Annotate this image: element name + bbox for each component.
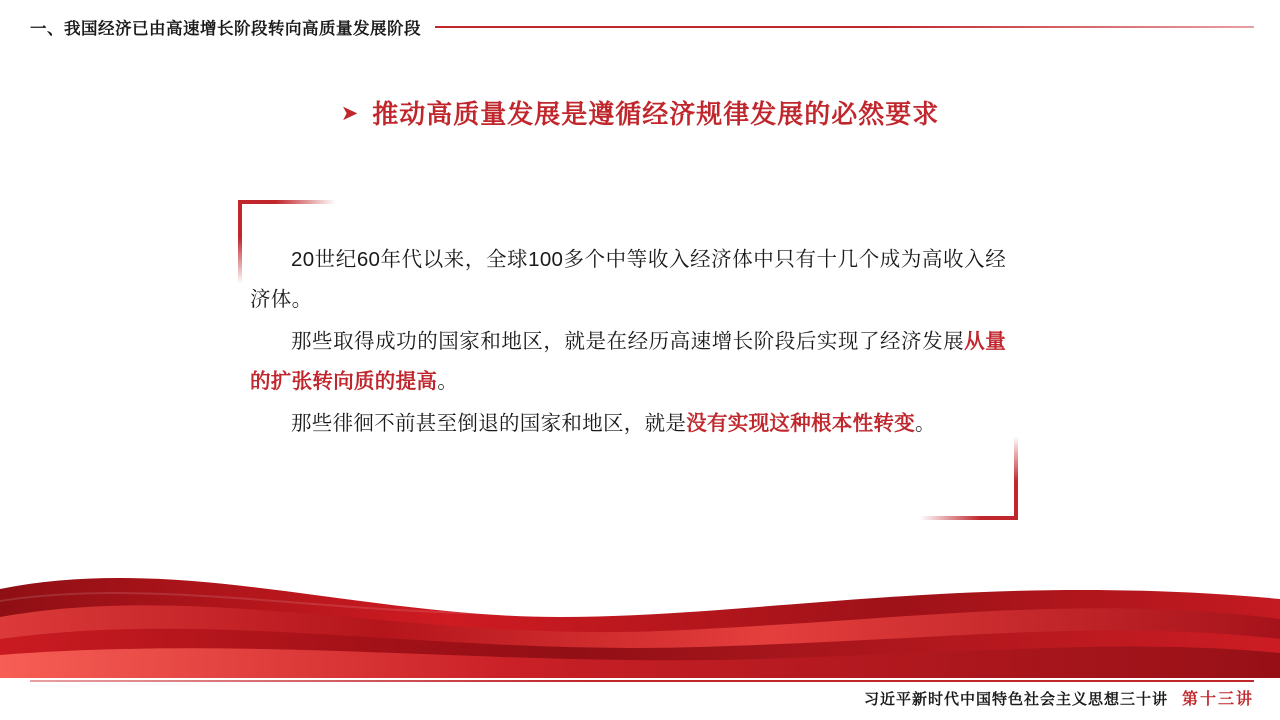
arrow-bullet-icon: ➤: [340, 102, 359, 125]
section-heading: [0, 94, 1280, 131]
emphasized-text: 从量的扩张转向质的提高: [250, 330, 1006, 393]
body-paragraph: [250, 404, 1006, 444]
paragraph-text: 20世纪60年代以来，全球100多个中等收入经济体中只有十几个成为高收入经济体。: [250, 248, 1006, 311]
body-paragraph: [250, 240, 1006, 320]
corner-bracket-top-left-icon: [238, 200, 276, 238]
footer-text: [864, 686, 1254, 709]
slide-footer: [30, 680, 1254, 706]
footer-divider-line: [30, 680, 1254, 682]
ribbon-svg: [0, 543, 1280, 678]
footer-lecture-number: 第十三讲: [1181, 691, 1254, 708]
header-title: 一、我国经济已由高速增长阶段转向高质量发展阶段: [30, 20, 421, 38]
paragraph-text: 那些徘徊不前甚至倒退的国家和地区，就是: [291, 412, 687, 435]
header-divider-line: [435, 26, 1254, 28]
footer-course-title: 习近平新时代中国特色社会主义思想三十讲: [863, 692, 1168, 708]
corner-bracket-bottom-right-icon: [980, 482, 1018, 520]
body-paragraph: [250, 322, 1006, 402]
red-ribbon-graphic: [0, 543, 1280, 678]
paragraph-list: [250, 240, 1006, 446]
content-block: [238, 200, 1018, 520]
paragraph-text: 。: [437, 370, 459, 393]
emphasized-text: 没有实现这种根本性转变: [686, 412, 916, 435]
paragraph-text: 。: [915, 412, 936, 435]
slide-header: [30, 14, 1254, 40]
section-heading-text: 推动高质量发展是遵循经济规律发展的必然要求: [372, 99, 940, 129]
paragraph-text: 那些取得成功的国家和地区，就是在经历高速增长阶段后实现了经济发展: [291, 330, 965, 353]
